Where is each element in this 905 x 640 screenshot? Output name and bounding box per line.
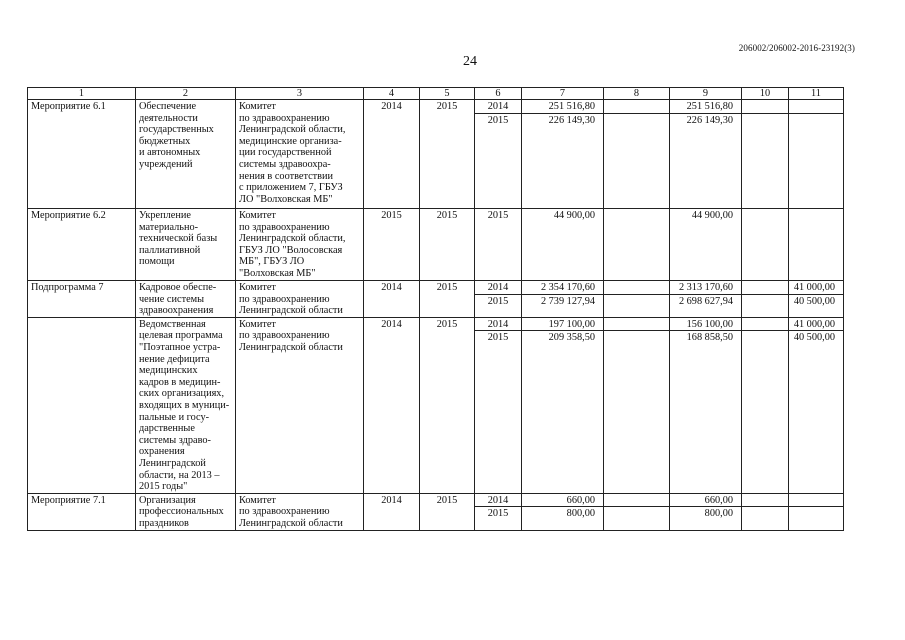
header-cell: 6 (475, 88, 522, 100)
year-cell: 2015 (475, 209, 522, 281)
total-cell: 2 739 127,94 (522, 294, 604, 317)
col8-cell (604, 100, 670, 114)
header-cell: 10 (742, 88, 789, 100)
col9-cell: 800,00 (670, 507, 742, 530)
col8-cell (604, 507, 670, 530)
header-cell: 8 (604, 88, 670, 100)
end-year: 2015 (420, 209, 475, 281)
start-year: 2015 (364, 209, 420, 281)
executor: Комитет по здравоохранению Ленинградской области (236, 281, 364, 318)
activity-code: Мероприятие 7.1 (28, 493, 136, 530)
col11-cell: 41 000,00 (789, 281, 844, 295)
activity-code: Подпрограмма 7 (28, 281, 136, 318)
year-cell: 2015 (475, 294, 522, 317)
col11-cell (789, 100, 844, 114)
end-year: 2015 (420, 281, 475, 318)
col8-cell (604, 331, 670, 493)
total-cell: 197 100,00 (522, 317, 604, 331)
start-year: 2014 (364, 493, 420, 530)
activity-code (28, 317, 136, 493)
col11-cell: 40 500,00 (789, 294, 844, 317)
end-year: 2015 (420, 493, 475, 530)
col11-cell (789, 507, 844, 530)
col8-cell (604, 113, 670, 208)
activity-title: Ведомственная целевая программа "Поэтапное устра- нение дефицита медицинских кадров в медицин- ских организациях, входящих в муници- пальные и госу- дарственные системы здраво- охранения Ленинградской области, на 2013 – 2015 годы" (136, 317, 236, 493)
year-cell: 2015 (475, 331, 522, 493)
header-cell: 3 (236, 88, 364, 100)
table-row (28, 209, 844, 281)
year-cell: 2015 (475, 507, 522, 530)
col9-cell: 226 149,30 (670, 113, 742, 208)
total-cell: 2 354 170,60 (522, 281, 604, 295)
header-cell: 7 (522, 88, 604, 100)
executor: Комитет по здравоохранению Ленинградской области, медицинские организа- ции государственной системы здравоохра- нения в соответствии с приложением 7, ГБУЗ ЛО "Волховская МБ" (236, 100, 364, 209)
start-year: 2014 (364, 281, 420, 318)
col8-cell (604, 281, 670, 295)
col10-cell (742, 317, 789, 331)
activity-title: Обеспечение деятельности государственных бюджетных и автономных учреждений (136, 100, 236, 209)
executor: Комитет по здравоохранению Ленинградской области (236, 317, 364, 493)
activity-code: Мероприятие 6.2 (28, 209, 136, 281)
col11-cell (789, 113, 844, 208)
col9-cell: 660,00 (670, 493, 742, 507)
header-cell: 5 (420, 88, 475, 100)
col10-cell (742, 209, 789, 281)
col8-cell (604, 294, 670, 317)
end-year: 2015 (420, 317, 475, 493)
col10-cell (742, 113, 789, 208)
header-cell: 2 (136, 88, 236, 100)
col8-cell (604, 493, 670, 507)
col10-cell (742, 294, 789, 317)
col11-cell: 41 000,00 (789, 317, 844, 331)
executor: Комитет по здравоохранению Ленинградской области (236, 493, 364, 530)
col8-cell (604, 317, 670, 331)
total-cell: 209 358,50 (522, 331, 604, 493)
total-cell: 226 149,30 (522, 113, 604, 208)
col10-cell (742, 100, 789, 114)
end-year: 2015 (420, 100, 475, 209)
year-cell: 2014 (475, 317, 522, 331)
col8-cell (604, 209, 670, 281)
header-cell: 1 (28, 88, 136, 100)
header-cell: 9 (670, 88, 742, 100)
total-cell: 800,00 (522, 507, 604, 530)
start-year: 2014 (364, 317, 420, 493)
total-cell: 660,00 (522, 493, 604, 507)
activity-title: Организация профессиональных праздников (136, 493, 236, 530)
total-cell: 44 900,00 (522, 209, 604, 281)
header-row (28, 88, 844, 100)
col9-cell: 251 516,80 (670, 100, 742, 114)
col10-cell (742, 281, 789, 295)
header-cell: 11 (789, 88, 844, 100)
executor: Комитет по здравоохранению Ленинградской области, ГБУЗ ЛО "Волосовская МБ", ГБУЗ ЛО "Волховская МБ" (236, 209, 364, 281)
col9-cell: 168 858,50 (670, 331, 742, 493)
activity-title: Укрепление материально- технической базы паллиативной помощи (136, 209, 236, 281)
col11-cell (789, 493, 844, 507)
col10-cell (742, 331, 789, 493)
year-cell: 2014 (475, 281, 522, 295)
activity-title: Кадровое обеспе- чение системы здравоохранения (136, 281, 236, 318)
total-cell: 251 516,80 (522, 100, 604, 114)
col11-cell (789, 209, 844, 281)
col9-cell: 156 100,00 (670, 317, 742, 331)
col9-cell: 44 900,00 (670, 209, 742, 281)
table-row (28, 281, 844, 295)
activity-code: Мероприятие 6.1 (28, 100, 136, 209)
col10-cell (742, 493, 789, 507)
year-cell: 2014 (475, 493, 522, 507)
table-row (28, 493, 844, 507)
table-row (28, 100, 844, 114)
table-row (28, 317, 844, 331)
document-code: 206002/206002-2016-23192(3) (738, 43, 855, 53)
year-cell: 2014 (475, 100, 522, 114)
data-table (27, 87, 844, 531)
col9-cell: 2 698 627,94 (670, 294, 742, 317)
col11-cell: 40 500,00 (789, 331, 844, 493)
year-cell: 2015 (475, 113, 522, 208)
col10-cell (742, 507, 789, 530)
page-number: 24 (463, 54, 477, 69)
col9-cell: 2 313 170,60 (670, 281, 742, 295)
start-year: 2014 (364, 100, 420, 209)
header-cell: 4 (364, 88, 420, 100)
